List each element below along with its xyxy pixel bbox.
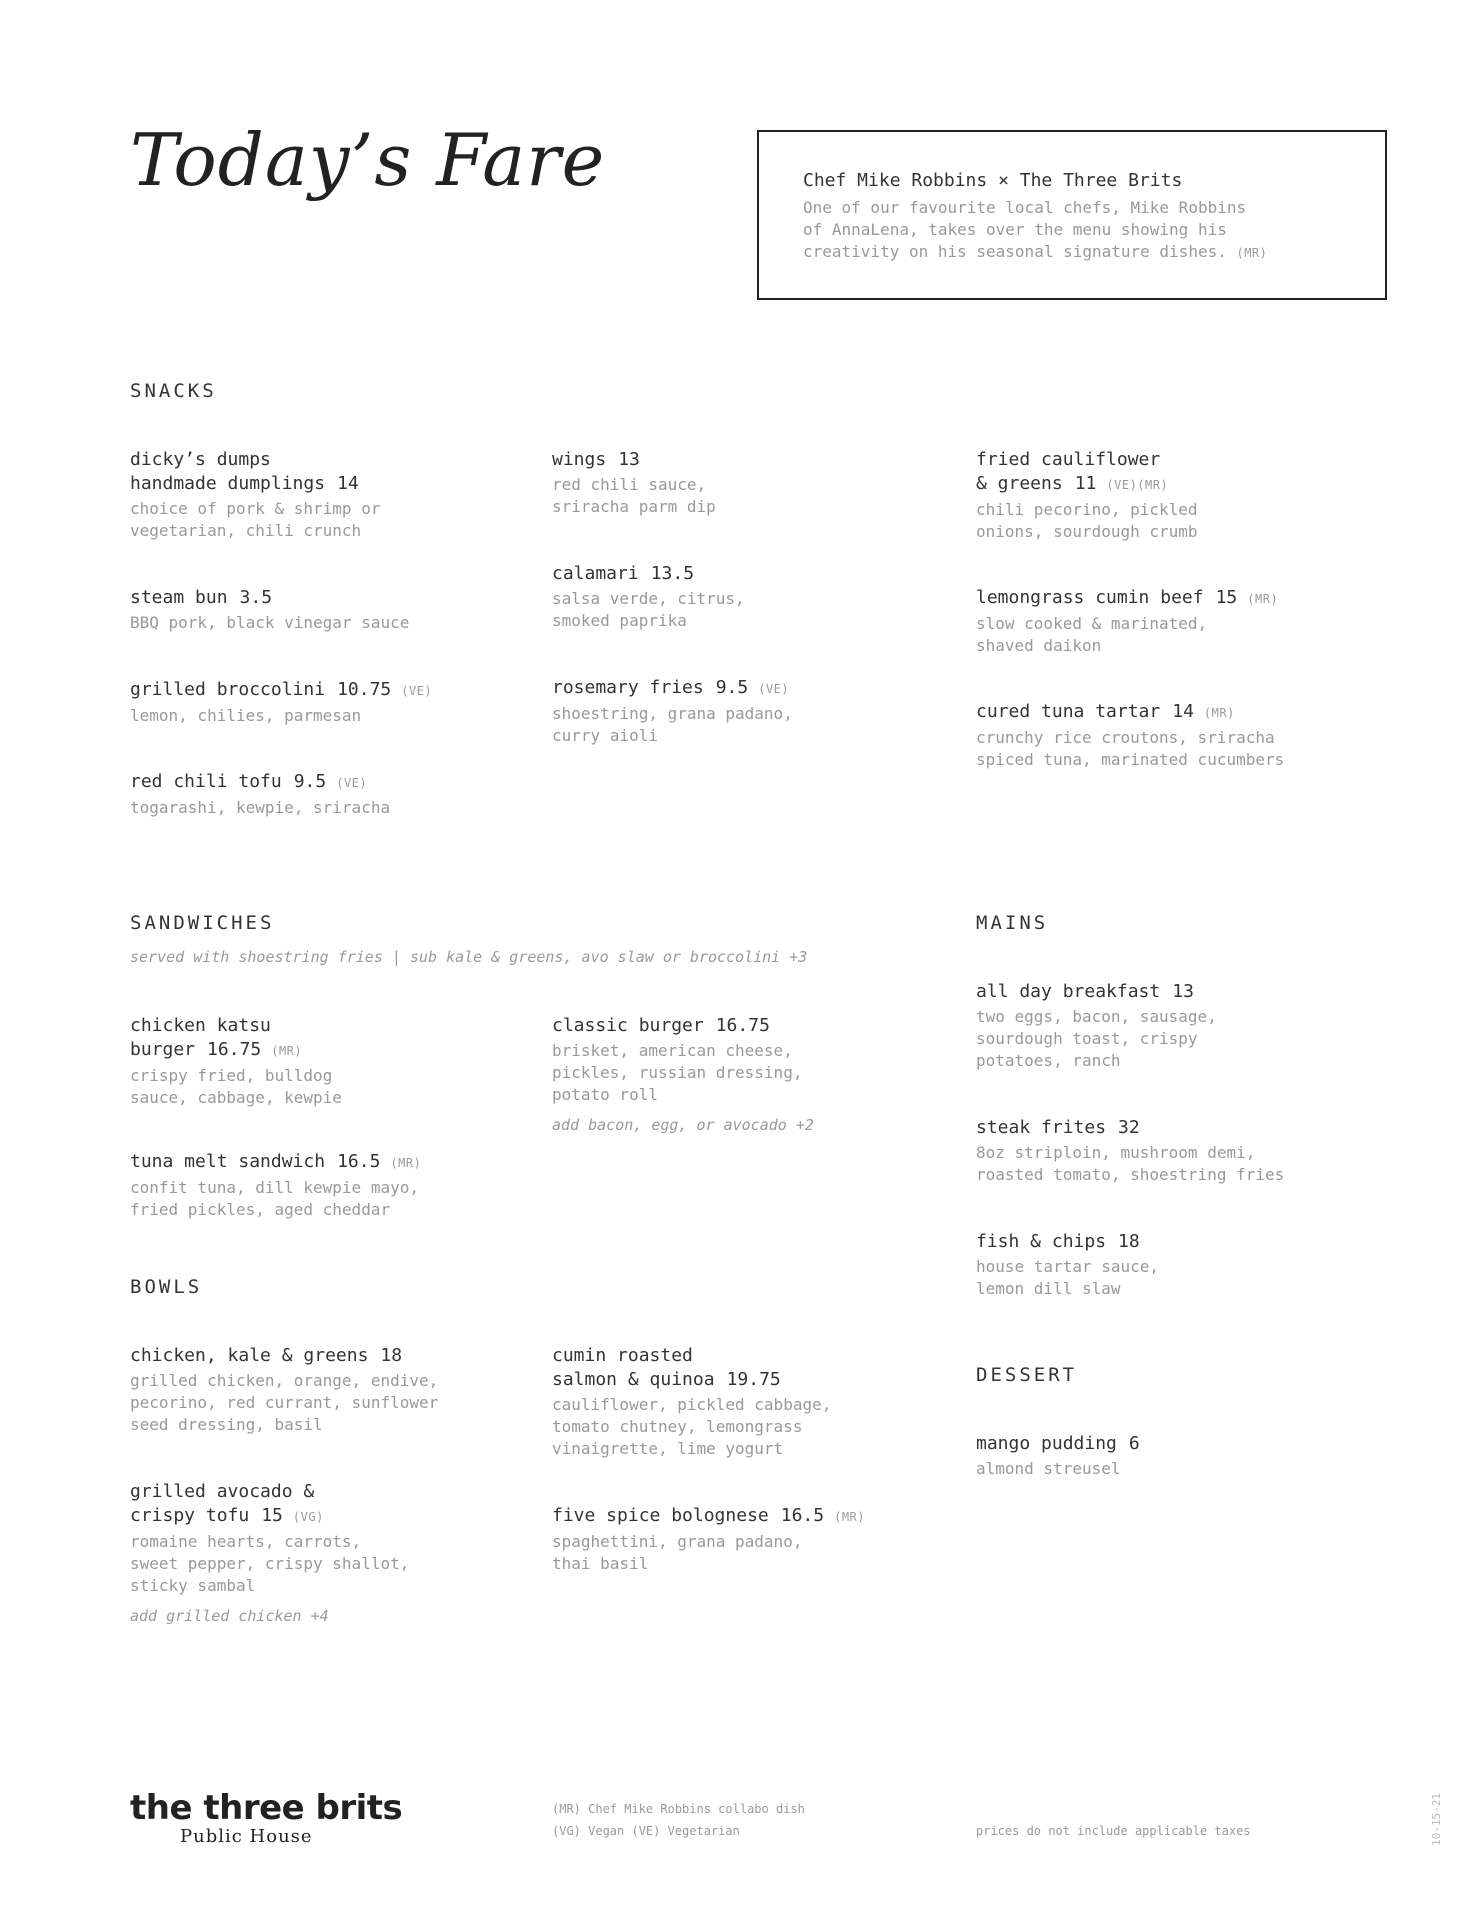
item-name-text: fish & chips bbox=[976, 1231, 1107, 1252]
item-price: 14 bbox=[1172, 701, 1194, 722]
item-name-text: tuna melt sandwich bbox=[130, 1151, 326, 1172]
item-price: 19.75 bbox=[726, 1369, 781, 1390]
item-name-text: mango pudding bbox=[976, 1433, 1117, 1454]
item-desc: fried pickles, aged cheddar bbox=[130, 1200, 391, 1219]
menu-item bbox=[130, 1150, 530, 1221]
item-name-text: wings bbox=[552, 449, 607, 470]
item-name-text: grilled broccolini bbox=[130, 679, 326, 700]
item-desc: seed dressing, basil bbox=[130, 1415, 323, 1434]
menu-item bbox=[130, 770, 530, 819]
item-price: 11 bbox=[1074, 473, 1097, 494]
menu-item bbox=[976, 1230, 1376, 1300]
item-name-line bbox=[976, 1432, 1376, 1456]
item-desc: sweet pepper, crispy shallot, bbox=[130, 1554, 410, 1573]
item-name-line bbox=[130, 1344, 530, 1368]
menu-item bbox=[130, 586, 530, 634]
item-tag: (MR) bbox=[390, 1156, 422, 1170]
item-desc: lemon, chilies, parmesan bbox=[130, 706, 362, 725]
item-desc: chili pecorino, pickled bbox=[976, 500, 1198, 519]
item-desc: curry aioli bbox=[552, 726, 658, 745]
item-name-text: rosemary fries bbox=[552, 677, 704, 698]
item-name-text: cured tuna tartar bbox=[976, 701, 1161, 722]
item-name: chicken katsu bbox=[130, 1015, 271, 1036]
item-name-text: handmade dumplings bbox=[130, 473, 326, 494]
item-price: 18 bbox=[1118, 1231, 1140, 1252]
menu-item bbox=[552, 562, 952, 632]
item-desc: togarashi, kewpie, sriracha bbox=[130, 798, 391, 817]
legend-mr: (MR) Chef Mike Robbins collabo dish bbox=[552, 1802, 805, 1816]
item-name-line bbox=[976, 700, 1416, 725]
menu-date: 10-15-21 bbox=[1430, 1793, 1443, 1846]
item-desc: red chili sauce, bbox=[552, 475, 707, 494]
item-desc: salsa verde, citrus, bbox=[552, 589, 745, 608]
item-name-text: chicken, kale & greens bbox=[130, 1345, 369, 1366]
item-tag: (VE) bbox=[336, 776, 368, 790]
legend-vg-ve: (VG) Vegan (VE) Vegetarian bbox=[552, 1824, 740, 1838]
item-desc: shaved daikon bbox=[976, 636, 1102, 655]
item-price: 13 bbox=[618, 449, 640, 470]
menu-item bbox=[130, 1344, 530, 1436]
item-name-line bbox=[976, 980, 1376, 1004]
item-desc: spiced tuna, marinated cucumbers bbox=[976, 750, 1285, 769]
bowl-addon-note: add grilled chicken +4 bbox=[130, 1607, 329, 1625]
item-desc: sourdough toast, crispy bbox=[976, 1029, 1198, 1048]
item-name-text: five spice bolognese bbox=[552, 1505, 769, 1526]
menu-item bbox=[552, 448, 952, 518]
item-name-text: lemongrass cumin beef bbox=[976, 587, 1204, 608]
item-name: fried cauliflower bbox=[976, 449, 1161, 470]
promo-line bbox=[803, 241, 1341, 264]
section-title-dessert: DESSERT bbox=[976, 1364, 1078, 1386]
burger-addon-note: add bacon, egg, or avocado +2 bbox=[552, 1116, 814, 1134]
item-price: 18 bbox=[380, 1345, 403, 1366]
item-price: 14 bbox=[337, 473, 359, 494]
menu-item bbox=[130, 448, 530, 542]
item-tag: (VE) bbox=[758, 682, 790, 696]
item-desc: slow cooked & marinated, bbox=[976, 614, 1208, 633]
item-name-line bbox=[552, 1014, 952, 1038]
item-name-line bbox=[976, 1230, 1376, 1254]
item-tag: (MR) bbox=[834, 1510, 866, 1524]
item-desc: confit tuna, dill kewpie mayo, bbox=[130, 1178, 419, 1197]
item-name-text: & greens bbox=[976, 473, 1063, 494]
menu-item bbox=[976, 448, 1376, 543]
item-desc: crispy fried, bulldog bbox=[130, 1066, 333, 1085]
item-desc: thai basil bbox=[552, 1554, 649, 1573]
item-name-line bbox=[552, 1504, 952, 1529]
item-tag: (MR) bbox=[1203, 706, 1235, 720]
item-desc: house tartar sauce, bbox=[976, 1257, 1160, 1276]
item-name-text: crispy tofu bbox=[130, 1505, 250, 1526]
item-name-line bbox=[976, 1116, 1416, 1140]
menu-item bbox=[130, 1014, 530, 1109]
item-name-text: steam bun bbox=[130, 587, 228, 608]
section-title-snacks: SNACKS bbox=[130, 380, 217, 402]
item-tag: (VE)(MR) bbox=[1106, 478, 1169, 492]
item-name: grilled avocado & bbox=[130, 1481, 315, 1502]
item-desc: spaghettini, grana padano, bbox=[552, 1532, 803, 1551]
item-desc: sauce, cabbage, kewpie bbox=[130, 1088, 342, 1107]
item-price: 16.75 bbox=[207, 1039, 262, 1060]
item-desc: vinaigrette, lime yogurt bbox=[552, 1439, 784, 1458]
menu-item bbox=[976, 1432, 1376, 1480]
item-price: 3.5 bbox=[239, 587, 273, 608]
item-price: 13.5 bbox=[650, 563, 695, 584]
item-name-line bbox=[976, 586, 1376, 611]
item-name-text: salmon & quinoa bbox=[552, 1369, 715, 1390]
item-desc: potato roll bbox=[552, 1085, 658, 1104]
item-price: 32 bbox=[1118, 1117, 1140, 1138]
item-price: 16.5 bbox=[337, 1151, 381, 1172]
item-price: 9.5 bbox=[293, 771, 327, 792]
brand-logo-subtitle: Public House bbox=[180, 1826, 313, 1847]
item-desc: brisket, american cheese, bbox=[552, 1041, 793, 1060]
item-name-text: burger bbox=[130, 1039, 196, 1060]
item-price: 9.5 bbox=[715, 677, 749, 698]
sandwiches-note: served with shoestring fries | sub kale & greens, avo slaw or broccolini +3 bbox=[130, 948, 808, 966]
item-name-line bbox=[130, 678, 530, 703]
item-name-line bbox=[552, 676, 952, 701]
promo-body bbox=[803, 197, 1341, 264]
item-desc: pickles, russian dressing, bbox=[552, 1063, 803, 1082]
item-desc: romaine hearts, carrots, bbox=[130, 1532, 362, 1551]
section-title-mains: MAINS bbox=[976, 912, 1049, 934]
item-name: dicky’s dumps bbox=[130, 449, 271, 470]
item-desc: onions, sourdough crumb bbox=[976, 522, 1198, 541]
menu-item bbox=[130, 1480, 530, 1625]
item-tag: (VE) bbox=[401, 684, 433, 698]
item-name-line bbox=[130, 586, 530, 610]
item-name-text: red chili tofu bbox=[130, 771, 282, 792]
item-desc: shoestring, grana padano, bbox=[552, 704, 793, 723]
item-name-text: calamari bbox=[552, 563, 639, 584]
item-desc: almond streusel bbox=[976, 1459, 1121, 1478]
item-price: 13 bbox=[1172, 981, 1194, 1002]
menu-item bbox=[976, 980, 1376, 1072]
item-name-line bbox=[130, 1038, 530, 1063]
item-price: 16.75 bbox=[715, 1015, 770, 1036]
item-desc: sriracha parm dip bbox=[552, 497, 716, 516]
promo-line-text: creativity on his seasonal signature dishes. bbox=[803, 242, 1227, 261]
item-price: 16.5 bbox=[780, 1505, 825, 1526]
item-name-line bbox=[552, 448, 952, 472]
item-name-line bbox=[130, 472, 530, 496]
item-desc: BBQ pork, black vinegar sauce bbox=[130, 613, 410, 632]
brand-logo: the three brits bbox=[130, 1788, 403, 1828]
item-desc: vegetarian, chili crunch bbox=[130, 521, 362, 540]
item-name-line bbox=[976, 472, 1376, 497]
item-name-text: steak frites bbox=[976, 1117, 1107, 1138]
menu-item bbox=[552, 676, 952, 747]
promo-line: One of our favourite local chefs, Mike Robbins bbox=[803, 198, 1247, 217]
item-desc: potatoes, ranch bbox=[976, 1051, 1121, 1070]
item-desc: two eggs, bacon, sausage, bbox=[976, 1007, 1217, 1026]
item-name: cumin roasted bbox=[552, 1345, 693, 1366]
item-tag: (VG) bbox=[292, 1510, 324, 1524]
section-title-bowls: BOWLS bbox=[130, 1276, 203, 1298]
item-desc: choice of pork & shrimp or bbox=[130, 499, 381, 518]
item-desc: smoked paprika bbox=[552, 611, 687, 630]
item-desc: crunchy rice croutons, sriracha bbox=[976, 728, 1275, 747]
item-tag: (MR) bbox=[1247, 592, 1279, 606]
chef-promo-box bbox=[757, 130, 1387, 300]
menu-title: Today’s Fare bbox=[130, 118, 606, 202]
menu-item bbox=[130, 678, 530, 727]
item-price: 15 bbox=[1215, 587, 1238, 608]
item-name-line bbox=[130, 1504, 530, 1529]
menu-item bbox=[552, 1344, 952, 1460]
menu-item bbox=[552, 1014, 952, 1134]
item-name-line bbox=[552, 562, 952, 586]
promo-tag: (MR) bbox=[1236, 246, 1268, 260]
item-name-line bbox=[552, 1368, 952, 1392]
promo-line: of AnnaLena, takes over the menu showing his bbox=[803, 220, 1227, 239]
item-name-line bbox=[130, 770, 530, 795]
item-desc: 8oz striploin, mushroom demi, bbox=[976, 1143, 1256, 1162]
item-desc: lemon dill slaw bbox=[976, 1279, 1121, 1298]
menu-item bbox=[976, 700, 1416, 771]
item-price: 6 bbox=[1128, 1433, 1140, 1454]
section-title-sandwiches: SANDWICHES bbox=[130, 912, 275, 934]
menu-item bbox=[552, 1504, 952, 1575]
tax-notice: prices do not include applicable taxes bbox=[976, 1824, 1251, 1838]
item-desc: cauliflower, pickled cabbage, bbox=[552, 1395, 832, 1414]
item-name-text: all day breakfast bbox=[976, 981, 1161, 1002]
item-price: 15 bbox=[261, 1505, 283, 1526]
item-desc: grilled chicken, orange, endive, bbox=[130, 1371, 439, 1390]
promo-title: Chef Mike Robbins × The Three Brits bbox=[803, 170, 1183, 191]
item-desc: tomato chutney, lemongrass bbox=[552, 1417, 803, 1436]
menu-item bbox=[976, 1116, 1416, 1186]
menu-item bbox=[976, 586, 1376, 657]
item-price: 10.75 bbox=[337, 679, 392, 700]
item-name-text: classic burger bbox=[552, 1015, 704, 1036]
item-name-line bbox=[130, 1150, 530, 1175]
item-desc: roasted tomato, shoestring fries bbox=[976, 1165, 1285, 1184]
item-desc: pecorino, red currant, sunflower bbox=[130, 1393, 439, 1412]
item-desc: sticky sambal bbox=[130, 1576, 256, 1595]
item-tag: (MR) bbox=[271, 1044, 303, 1058]
